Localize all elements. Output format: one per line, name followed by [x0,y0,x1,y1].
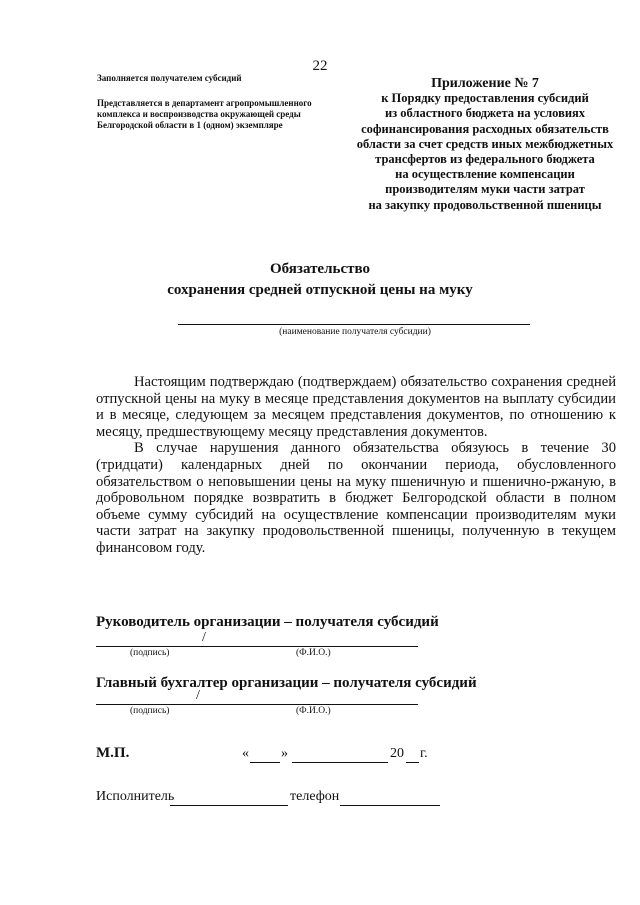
accountant-slash: / [196,688,200,703]
year-line [406,762,419,763]
page-number: 22 [312,58,328,74]
year-suffix: г. [420,746,428,761]
appendix-line: на осуществление компенсации [395,167,575,182]
appendix-line: на закупку продовольственной пшеницы [368,197,602,212]
document-title: Обязательство [270,261,370,277]
phone-line [340,805,440,806]
date-open-quote: « [242,746,249,761]
year-prefix: 20 [390,746,404,761]
director-sign-caption: (подпись) [130,648,170,658]
appendix-line: области за счет средств иных межбюджетных [356,136,614,151]
accountant-fio-caption: (Ф.И.О.) [296,706,331,716]
accountant-title: Главный бухгалтер организации – получателя субсидий [96,675,477,691]
document-subtitle: сохранения средней отпускной цены на муку [167,282,473,298]
appendix-line: софинансирования расходных обязательств [361,121,609,136]
appendix-header [340,76,630,213]
executor-line [170,805,288,806]
accountant-sign-line [96,704,418,705]
paragraph-2: В случае нарушения данного обязательства обязуюсь в течение 30 (тридцати) календарных дней по окончании периода, обусловленного обязательством о неповышении цены на муку пшеничную и пшенично-ржаную, в добровольном порядке возвратить в бюджет Белгородской области в полном объеме сумму субсидий на осуществление компенсации производителям муки части затрат на закупку продовольственной пшеницы, полученную в текущем финансовом году. [96,440,616,556]
appendix-line: к Порядку предоставления субсидий [381,91,589,106]
fill-note: Заполняется получателем субсидий [97,73,242,83]
day-line [250,762,280,763]
recipient-caption: (наименование получателя субсидии) [279,327,431,337]
date-close-quote: » [281,746,288,761]
stamp-place: М.П. [96,745,130,761]
paragraph-1: Настоящим подтверждаю (подтверждаем) обязательство сохранения средней отпускной цены на муку в месяце представления документов на выплату субсидии и в месяце, следующем за месяцем представления документов, по отношению к месяцу, предшествующему месяцу представления документов. [96,374,616,440]
director-fio-caption: (Ф.И.О.) [296,648,331,658]
recipient-name-line [178,324,530,325]
director-title: Руководитель организации – получателя субсидий [96,614,439,630]
phone-label: телефон [290,789,340,804]
director-sign-line [96,646,418,647]
appendix-heading: Приложение № 7 [431,76,539,91]
appendix-line: трансфертов из федерального бюджета [375,152,595,167]
director-slash: / [202,630,206,645]
appendix-line: производителям муки части затрат [385,182,585,197]
month-line [292,762,388,763]
appendix-line: из областного бюджета на условиях [384,106,586,121]
accountant-sign-caption: (подпись) [130,706,170,716]
executor-label: Исполнитель [96,789,175,804]
obligation-text [96,374,616,557]
submission-note: Представляется в департамент агропромышленного комплекса и воспроизводства окружающей среды Белгородской области в 1 (одном) экземпляре [97,98,312,130]
